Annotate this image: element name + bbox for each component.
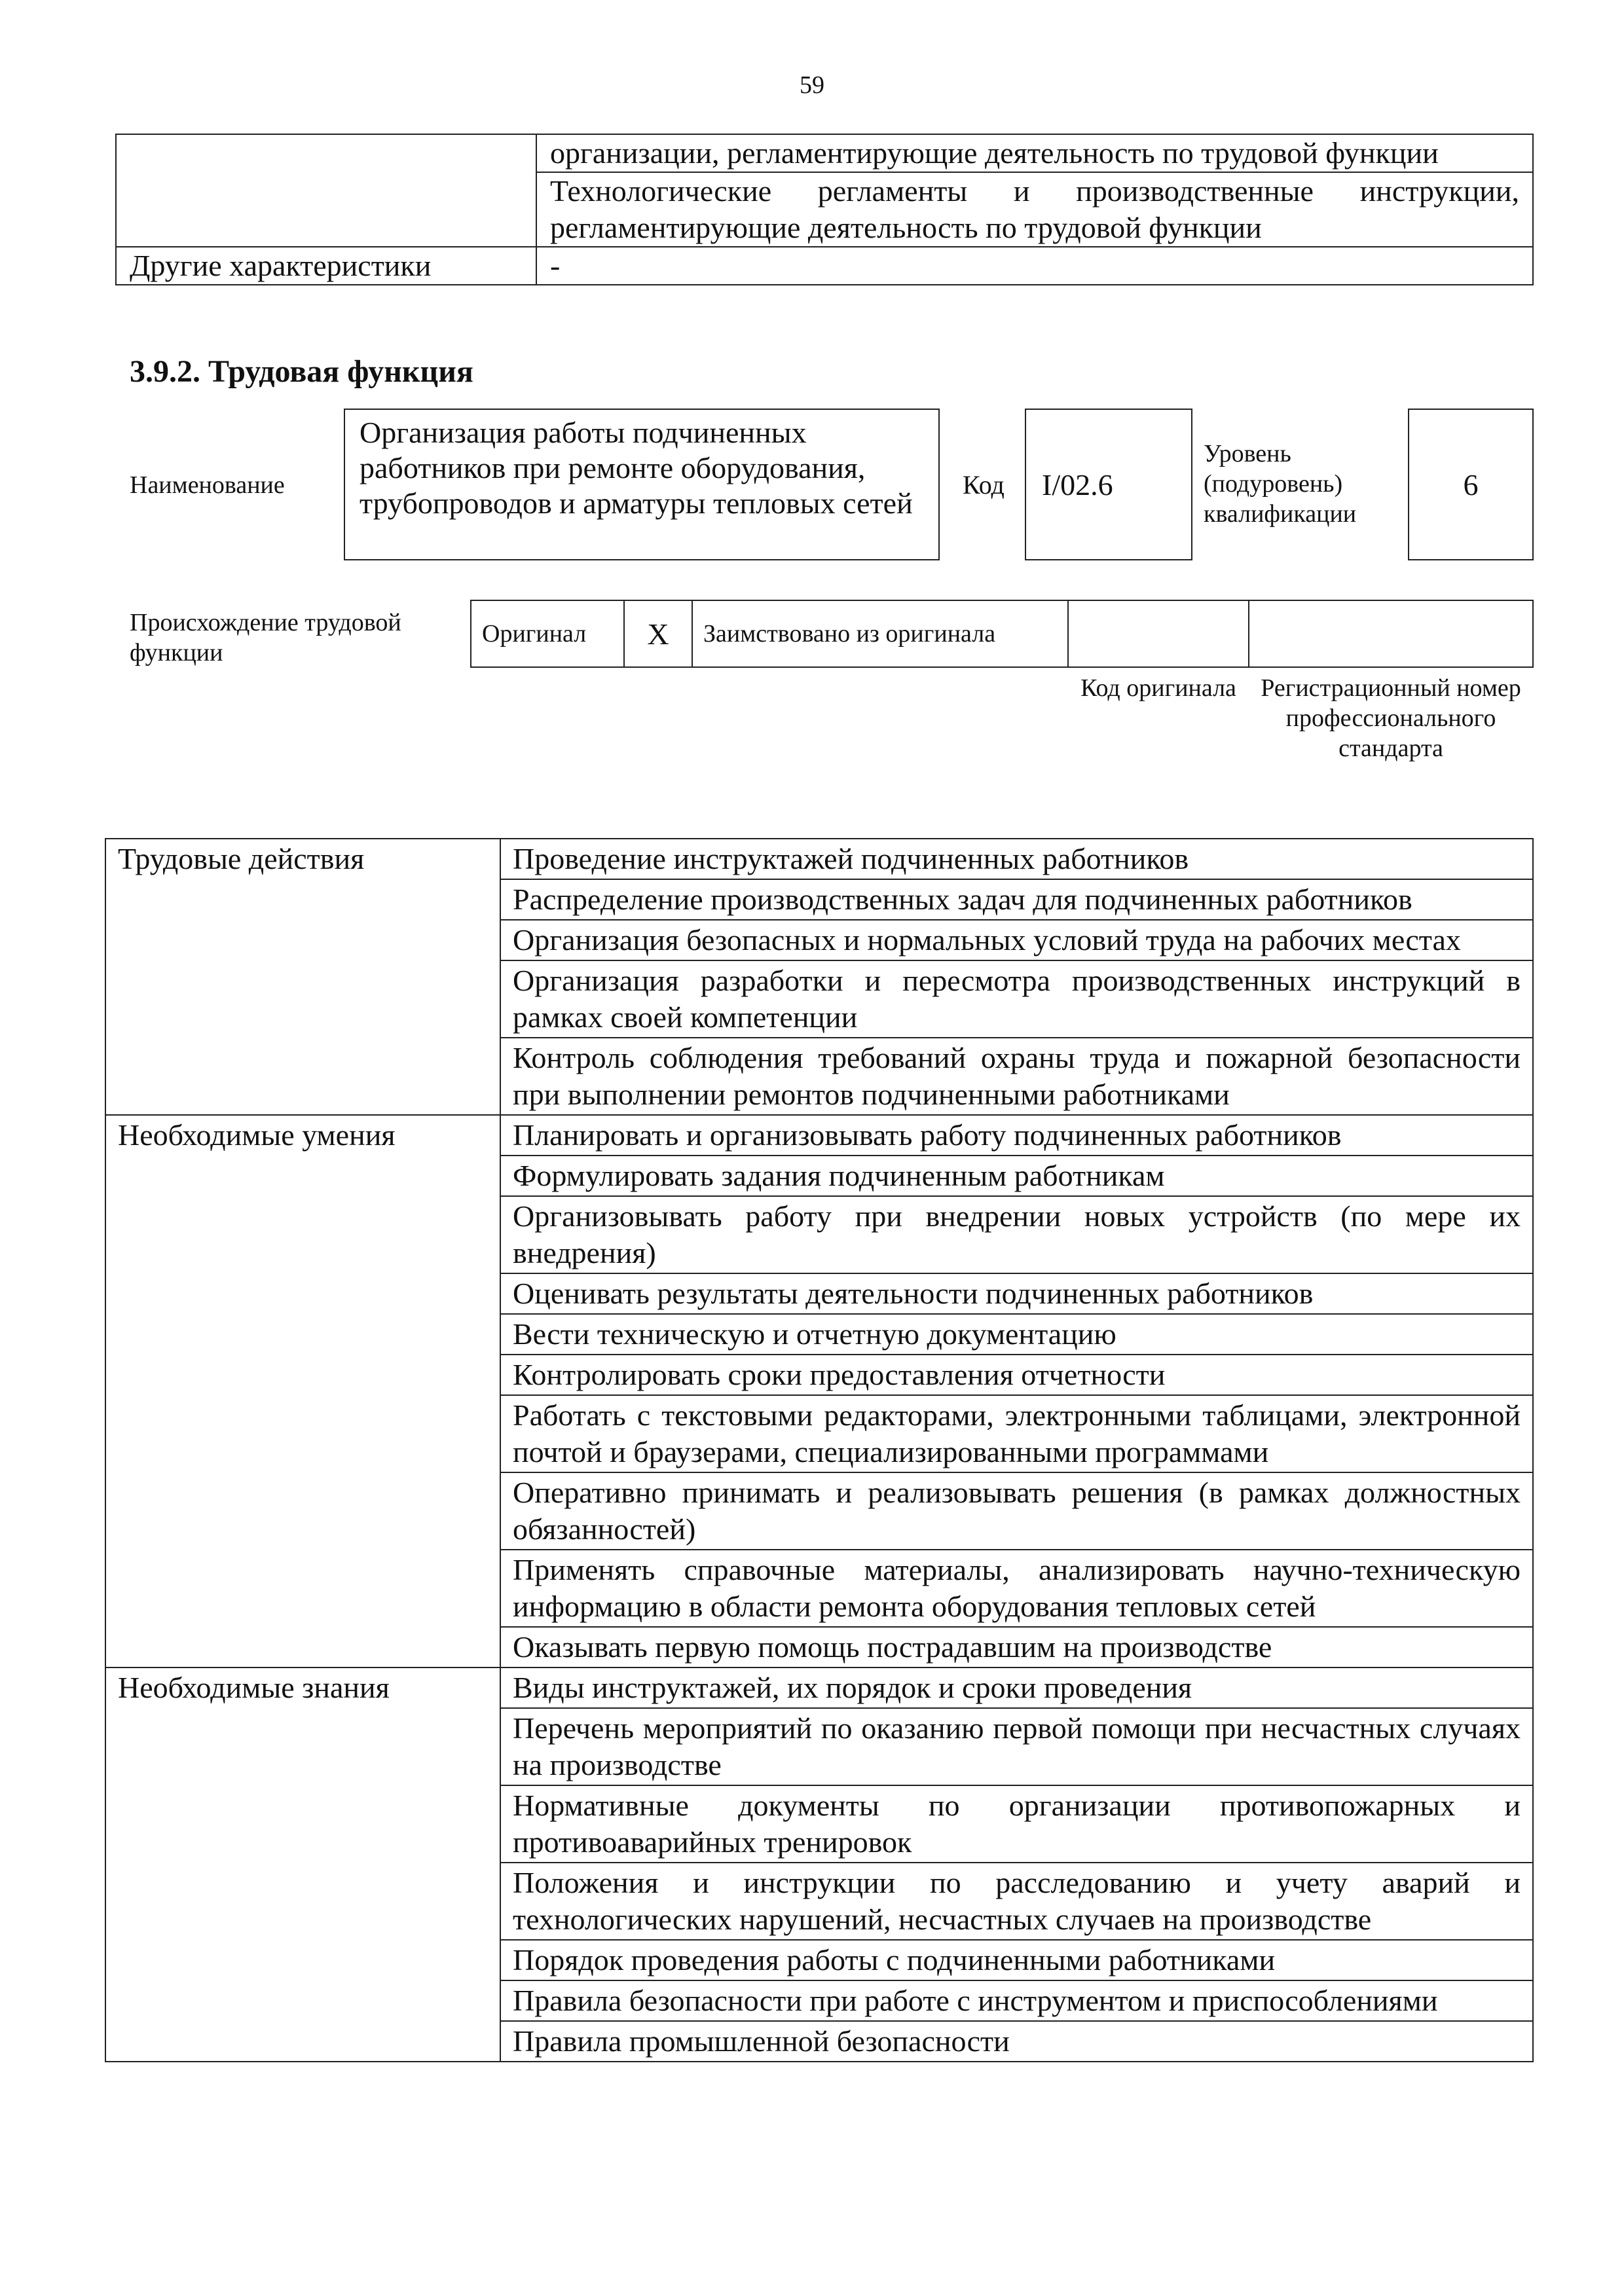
table-cell: Оценивать результаты деятельности подчиненных работников bbox=[500, 1273, 1533, 1314]
table-row bbox=[105, 1395, 1533, 1472]
table-row bbox=[105, 1156, 1533, 1196]
table-cell: Организация разработки и пересмотра производственных инструкций в рамках своей компетенции bbox=[500, 960, 1533, 1038]
table-row bbox=[105, 1355, 1533, 1395]
code-label: Код bbox=[963, 470, 1005, 500]
table-cell: Проведение инструктажей подчиненных работников bbox=[500, 839, 1533, 879]
table-cell: организации, регламентирующие деятельность по трудовой функции bbox=[536, 134, 1533, 172]
table-cell: Контролировать сроки предоставления отчетности bbox=[500, 1355, 1533, 1395]
reg-number-cell bbox=[1249, 600, 1533, 667]
table-row bbox=[105, 1314, 1533, 1355]
original-mark-cell: X bbox=[624, 600, 692, 667]
table-cell: Формулировать задания подчиненным работникам bbox=[500, 1156, 1533, 1196]
table-row bbox=[105, 1980, 1533, 2021]
table-row bbox=[105, 960, 1533, 1038]
table-cell: - bbox=[536, 247, 1533, 285]
code-value-box: I/02.6 bbox=[1025, 409, 1192, 560]
table-row bbox=[105, 1863, 1533, 1940]
table-cell: Нормативные документы по организации противопожарных и противоаварийных тренировок bbox=[500, 1785, 1533, 1863]
name-label: Наименование bbox=[130, 471, 285, 499]
category-skills: Необходимые умения bbox=[105, 1115, 500, 1156]
table-cell: Оперативно принимать и реализовывать решения (в рамках должностных обязанностей) bbox=[500, 1472, 1533, 1550]
continuation-table bbox=[115, 134, 1534, 285]
table-cell-label: Другие характеристики bbox=[116, 247, 536, 285]
table-row bbox=[105, 1273, 1533, 1314]
reg-number-note: Регистрационный номер профессионального стандарта bbox=[1261, 674, 1521, 762]
table-row bbox=[105, 1940, 1533, 1980]
section-title: 3.9.2. Трудовая функция bbox=[130, 354, 473, 389]
table-cell: Оказывать первую помощь пострадавшим на производстве bbox=[500, 1627, 1533, 1667]
table-row bbox=[105, 1785, 1533, 1863]
table-cell: Работать с текстовыми редакторами, электронными таблицами, электронной почтой и браузерами, специализированными программами bbox=[500, 1395, 1533, 1472]
category-knowledge: Необходимые знания bbox=[105, 1667, 500, 1708]
table-row bbox=[105, 920, 1533, 960]
table-row bbox=[105, 1038, 1533, 1115]
table-cell: Контроль соблюдения требований охраны труда и пожарной безопасности при выполнении ремонтов подчиненными работниками bbox=[500, 1038, 1533, 1115]
table-cell: Распределение производственных задач для подчиненных работников bbox=[500, 879, 1533, 920]
table-row bbox=[105, 1667, 1533, 1708]
level-label: Уровень (подуровень) квалификации bbox=[1204, 440, 1357, 528]
table-row bbox=[105, 1115, 1533, 1156]
table-row bbox=[105, 1550, 1533, 1627]
table-row bbox=[105, 1627, 1533, 1667]
table-cell: Вести техническую и отчетную документацию bbox=[500, 1314, 1533, 1355]
table-cell: Применять справочные материалы, анализировать научно-техническую информацию в области ремонта оборудования тепловых сетей bbox=[500, 1550, 1533, 1627]
table-cell: Планировать и организовывать работу подчиненных работников bbox=[500, 1115, 1533, 1156]
table-cell: Перечень мероприятий по оказанию первой помощи при несчастных случаях на производстве bbox=[500, 1708, 1533, 1785]
table-row bbox=[105, 2021, 1533, 2062]
code-original-note: Код оригинала bbox=[1080, 674, 1236, 702]
table-row bbox=[105, 1472, 1533, 1550]
table-cell: Правила промышленной безопасности bbox=[500, 2021, 1533, 2062]
table-row bbox=[105, 1708, 1533, 1785]
table-row bbox=[105, 839, 1533, 879]
labor-function-table bbox=[105, 838, 1534, 2062]
table-row bbox=[116, 247, 1533, 285]
borrowed-label-cell: Заимствовано из оригинала bbox=[692, 600, 1068, 667]
original-label-cell: Оригинал bbox=[471, 600, 624, 667]
page-number: 59 bbox=[800, 71, 824, 99]
table-cell: Организовывать работу при внедрении новых устройств (по мере их внедрения) bbox=[500, 1196, 1533, 1273]
origin-label: Происхождение трудовой функции bbox=[130, 609, 401, 666]
table-row bbox=[105, 1196, 1533, 1273]
table-row bbox=[105, 879, 1533, 920]
origin-table bbox=[470, 600, 1534, 668]
table-cell: Технологические регламенты и производственные инструкции, регламентирующие деятельность по трудовой функции bbox=[536, 172, 1533, 247]
table-row bbox=[471, 600, 1533, 667]
level-value-box: 6 bbox=[1408, 409, 1534, 560]
table-cell: Виды инструктажей, их порядок и сроки проведения bbox=[500, 1667, 1533, 1708]
code-original-cell bbox=[1068, 600, 1249, 667]
function-name-box: Организация работы подчиненных работников при ремонте оборудования, трубопроводов и арматуры тепловых сетей bbox=[344, 409, 940, 560]
table-cell-empty bbox=[116, 134, 536, 247]
table-cell: Правила безопасности при работе с инструментом и приспособлениями bbox=[500, 1980, 1533, 2021]
table-row bbox=[116, 134, 1533, 172]
table-cell: Порядок проведения работы с подчиненными работниками bbox=[500, 1940, 1533, 1980]
table-cell: Организация безопасных и нормальных условий труда на рабочих местах bbox=[500, 920, 1533, 960]
table-cell: Положения и инструкции по расследованию и учету аварий и технологических нарушений, несчастных случаев на производстве bbox=[500, 1863, 1533, 1940]
category-labor-actions: Трудовые действия bbox=[105, 839, 500, 879]
